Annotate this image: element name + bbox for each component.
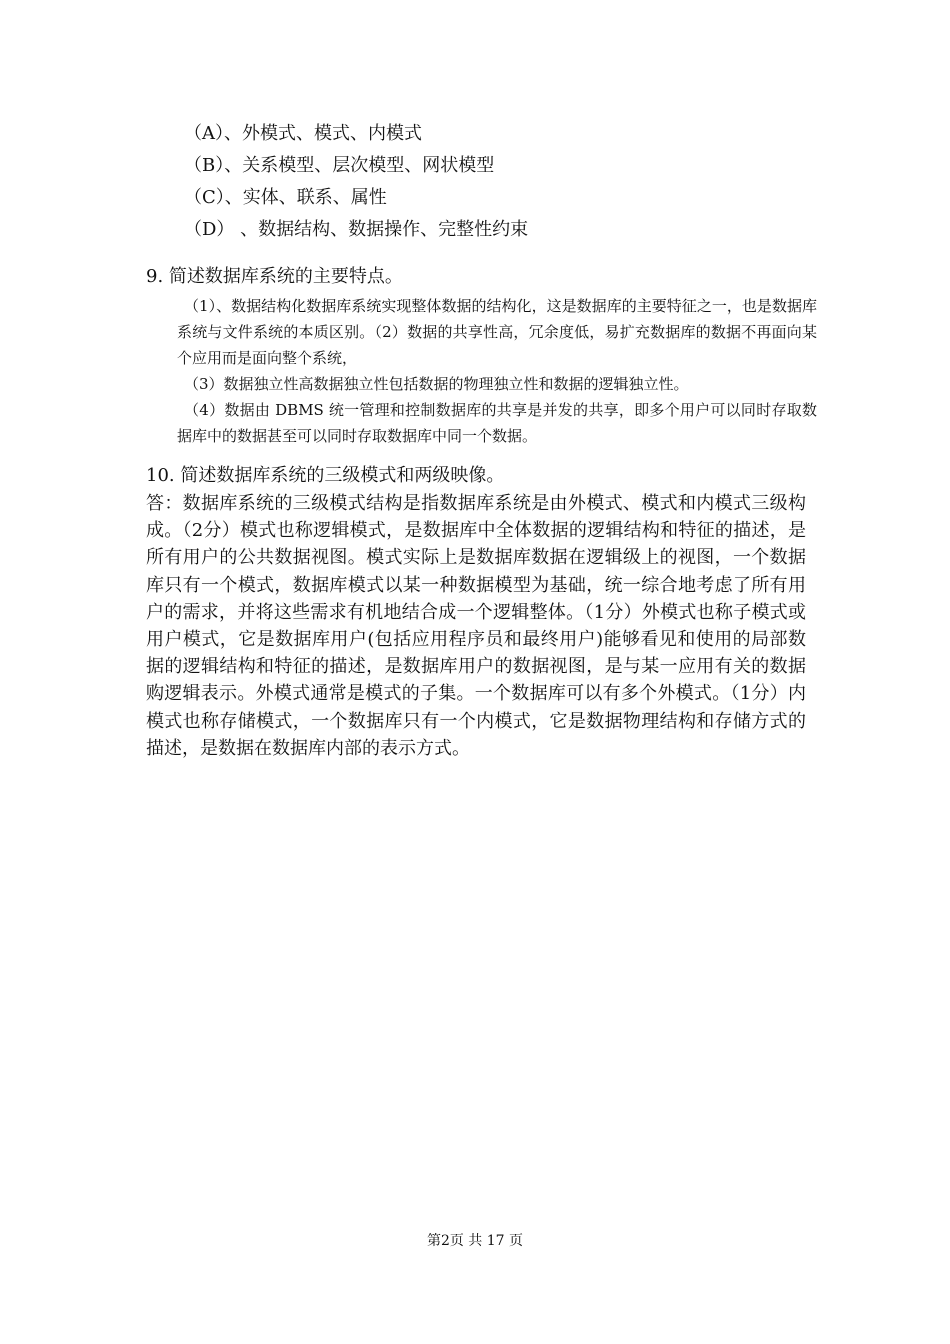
option-c: （C）、实体、联系、属性 xyxy=(184,187,387,208)
page-footer: 第2页 共 17 页 xyxy=(426,1233,524,1249)
question-9 xyxy=(146,263,826,449)
option-d: （D） 、数据结构、数据操作、完整性约束 xyxy=(184,219,529,240)
question-10-title: 10. 简述数据库系统的三级模式和两级映像。 xyxy=(146,465,505,486)
question-9-paragraph: （1）、数据结构化数据库系统实现整体数据的结构化，这是数据库的主要特征之一，也是数据库系统与文件系统的本质区别。（2）数据的共享性高，冗余度低，易扩充数据库的数据不再面向某个应用而是面向整个系统， xyxy=(177,297,817,367)
question-9-answer xyxy=(177,293,817,449)
option-a: （A）、外模式、模式、内模式 xyxy=(184,123,422,144)
answer-options xyxy=(184,118,824,246)
option-b: （B）、关系模型、层次模型、网状模型 xyxy=(184,155,495,176)
question-9-paragraph: （4）数据由 DBMS 统一管理和控制数据库的共享是并发的共享，即多个用户可以同时存取数据库中的数据甚至可以同时存取数据库中同一个数据。 xyxy=(177,401,817,445)
question-9-title: 9. 简述数据库系统的主要特点。 xyxy=(146,266,403,287)
question-10-answer: 答：数据库系统的三级模式结构是指数据库系统是由外模式、模式和内模式三级构成。（2分）模式也称逻辑模式，是数据库中全体数据的逻辑结构和特征的描述，是所有用户的公共数据视图。模式实际上是数据库数据在逻辑级上的视图，一个数据库只有一个模式，数据库模式以某一种数据模型为基础，统一综合地考虑了所有用户的需求，并将这些需求有机地结合成一个逻辑整体。（1分）外模式也称子模式或用户模式，它是数据库用户(包括应用程序员和最终用户)能够看见和使用的局部数据的逻辑结构和特征的描述，是数据库用户的数据视图，是与某一应用有关的数据购逻辑表示。外模式通常是模式的子集。一个数据库可以有多个外模式。（1分）内模式也称存储模式，一个数据库只有一个内模式，它是数据物理结构和存储方式的描述，是数据在数据库内部的表示方式。 xyxy=(146,493,806,759)
question-9-paragraph: （3）数据独立性高数据独立性包括数据的物理独立性和数据的逻辑独立性。 xyxy=(184,375,689,393)
question-10 xyxy=(146,462,806,762)
